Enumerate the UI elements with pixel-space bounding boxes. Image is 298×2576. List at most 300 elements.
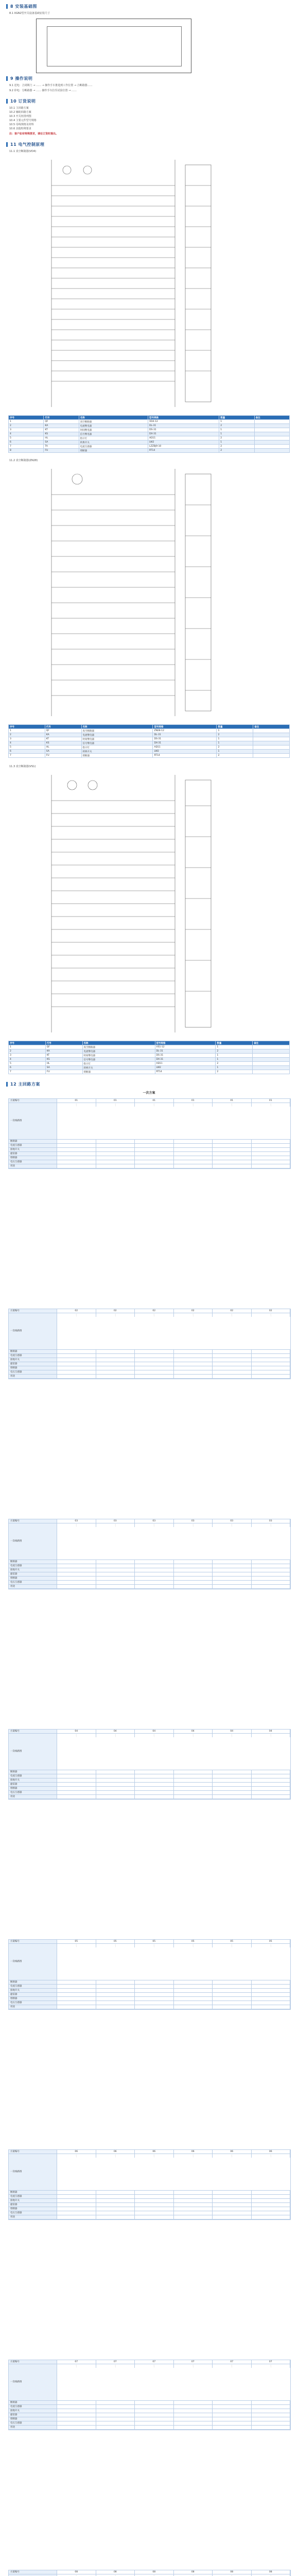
scheme-cell xyxy=(174,1980,213,1984)
col-header: 型号规格 xyxy=(153,725,217,729)
section-10-warning: 注：客户如有特殊要求，请在订货时提出。 xyxy=(9,132,59,135)
scheme-row xyxy=(9,1778,290,1783)
scheme-cell xyxy=(57,1795,96,1799)
scheme-cell xyxy=(252,1787,291,1790)
scheme-row-label: 用途 xyxy=(9,1585,57,1588)
scheme-cell xyxy=(96,2215,135,2219)
section-title: 8 安装基础图 xyxy=(10,4,37,9)
scheme-row-label: 一次线路图 xyxy=(9,1313,57,1349)
scheme-cell xyxy=(252,1560,291,1564)
table-row: 6 SA 转换开关 LW2 1 xyxy=(9,750,290,754)
scheme-cell xyxy=(252,2426,291,2429)
scheme-row xyxy=(9,1519,290,1523)
scheme-cell: 08 xyxy=(57,2570,96,2574)
scheme-cell xyxy=(174,2005,213,2009)
scheme-cell xyxy=(252,2409,291,2413)
scheme-cell xyxy=(57,1560,96,1564)
scheme-cell: 05 xyxy=(174,1940,213,1943)
scheme-row-label: 电流互感器 xyxy=(9,2195,57,2198)
scheme-cell xyxy=(96,1989,135,1992)
scheme-cell xyxy=(135,1160,174,1164)
single-line-diagram xyxy=(252,1734,291,1737)
scheme-cell xyxy=(57,1140,96,1143)
single-line-diagram xyxy=(252,2364,291,2368)
scheme-cell xyxy=(252,1375,291,1378)
scheme-row-label: 电压互感器 xyxy=(9,1160,57,1164)
scheme-cell xyxy=(96,1144,135,1147)
scheme-row xyxy=(9,1309,290,1313)
scheme-row xyxy=(9,2203,290,2207)
scheme-cell xyxy=(252,1997,291,2001)
scheme-cell xyxy=(174,1774,213,1778)
section-title: 9 操作说明 xyxy=(10,76,33,81)
scheme-cell xyxy=(252,1572,291,1576)
single-line-diagram xyxy=(96,1313,135,1317)
scheme-cell xyxy=(252,1164,291,1168)
scheme-row xyxy=(9,1944,290,1980)
scheme-cell xyxy=(252,1989,291,1992)
single-line-diagram xyxy=(174,1103,213,1107)
scheme-row xyxy=(9,2409,290,2413)
scheme-cell: 08 xyxy=(174,2570,213,2574)
scheme-row-label: 方案编号 xyxy=(9,2360,57,2364)
scheme-row xyxy=(9,2570,290,2574)
scheme-cell xyxy=(57,2005,96,2009)
scheme-row-label: 断路器 xyxy=(9,1140,57,1143)
scheme-row xyxy=(9,1568,290,1572)
scheme-cell xyxy=(213,1795,252,1799)
scheme-row xyxy=(9,1164,290,1168)
scheme-cell xyxy=(174,2199,213,2202)
col-header: 数量 xyxy=(216,1041,253,1045)
scheme-cell xyxy=(174,1985,213,1988)
scheme-cell xyxy=(96,1980,135,1984)
scheme-cell xyxy=(252,1140,291,1143)
scheme-cell xyxy=(174,1795,213,1799)
single-line-diagram xyxy=(135,2364,174,2368)
scheme-row xyxy=(9,1787,290,1791)
scheme-cell xyxy=(252,1980,291,1984)
scheme-row xyxy=(9,2001,290,2005)
scheme-cell xyxy=(57,1985,96,1988)
scheme-row-label: 一次线路图 xyxy=(9,1944,57,1980)
scheme-cell xyxy=(96,1997,135,2001)
scheme-cell xyxy=(213,2421,252,2425)
scheme-cell xyxy=(135,1370,174,1374)
scheme-cell: 04 xyxy=(213,1730,252,1733)
scheme-cell xyxy=(57,1156,96,1160)
scheme-cell: 06 xyxy=(252,2150,291,2154)
component-table-1 xyxy=(8,415,290,453)
scheme-cell: 03 xyxy=(57,1519,96,1523)
scheme-cell xyxy=(213,1778,252,1782)
scheme-cell xyxy=(135,1993,174,1996)
scheme-cell xyxy=(174,1581,213,1584)
scheme-row-label: 避雷器 xyxy=(9,1783,57,1786)
scheme-cell xyxy=(57,1350,96,1353)
scheme-row-label: 方案编号 xyxy=(9,2570,57,2574)
scheme-cell xyxy=(57,1160,96,1164)
scheme-cell: 06 xyxy=(57,2150,96,2154)
scheme-cell xyxy=(213,1156,252,1160)
scheme-cell xyxy=(57,1568,96,1572)
single-line-diagram xyxy=(252,2154,291,2158)
scheme-cell: 04 xyxy=(174,1730,213,1733)
fig-1-label: 11.1 真空断路器(VD4) xyxy=(9,150,37,153)
scheme-cell xyxy=(252,2207,291,2211)
scheme-row-label: 电流互感器 xyxy=(9,1985,57,1988)
scheme-row xyxy=(9,1572,290,1577)
single-line-diagram xyxy=(96,1523,135,1527)
single-line-diagram xyxy=(213,1313,252,1317)
scheme-row-label: 断路器 xyxy=(9,1350,57,1353)
scheme-cell xyxy=(135,1980,174,1984)
col-header: 序号 xyxy=(9,416,44,420)
scheme-cell xyxy=(96,2413,135,2417)
scheme-cell xyxy=(252,1577,291,1580)
single-line-diagram xyxy=(57,1103,96,1107)
scheme-row-label: 用途 xyxy=(9,1795,57,1799)
single-line-diagram xyxy=(213,1523,252,1527)
scheme-block xyxy=(8,1309,291,1379)
table-row: 6 SA 转换开关 LW2 1 xyxy=(9,1066,290,1070)
section-10-header xyxy=(6,98,36,104)
scheme-row-label: 一次线路图 xyxy=(9,1523,57,1560)
table-row: 3 KT 时间继电器 DS-31 1 xyxy=(9,737,290,741)
scheme-row-label: 断路器 xyxy=(9,2191,57,2194)
scheme-row xyxy=(9,2150,290,2154)
scheme-cell xyxy=(213,1362,252,1366)
scheme-cell xyxy=(213,1375,252,1378)
scheme-cell xyxy=(57,1148,96,1151)
foundation-inner-outline xyxy=(47,26,182,66)
scheme-cell xyxy=(174,1577,213,1580)
scheme-row-label: 电压互感器 xyxy=(9,2421,57,2425)
scheme-cell xyxy=(135,2199,174,2202)
scheme-cell xyxy=(213,2413,252,2417)
col-header: 代号 xyxy=(45,725,81,729)
scheme-cell xyxy=(213,2409,252,2413)
scheme-cell xyxy=(57,1997,96,2001)
scheme-row xyxy=(9,2364,290,2401)
scheme-row-label: 电流互感器 xyxy=(9,2405,57,2409)
scheme-row xyxy=(9,2360,290,2364)
scheme-row xyxy=(9,1564,290,1568)
scheme-row xyxy=(9,2417,290,2421)
single-line-diagram xyxy=(96,2154,135,2158)
section-10-line-2: 10.2 辅助回路方案 xyxy=(9,111,31,114)
scheme-cell xyxy=(174,1366,213,1370)
scheme-cell xyxy=(135,1577,174,1580)
scheme-cell xyxy=(174,1564,213,1568)
scheme-cell xyxy=(213,1568,252,1572)
scheme-cell xyxy=(57,1783,96,1786)
scheme-row xyxy=(9,1362,290,1366)
scheme-cell: 02 xyxy=(135,1309,174,1313)
scheme-cell: 03 xyxy=(252,1519,291,1523)
scheme-row xyxy=(9,1993,290,1997)
scheme-row-label: 熔断器 xyxy=(9,2417,57,2421)
scheme-cell: 03 xyxy=(135,1519,174,1523)
scheme-cell xyxy=(135,1350,174,1353)
component-table-3 xyxy=(8,1041,290,1074)
scheme-cell xyxy=(213,1366,252,1370)
single-line-diagram xyxy=(57,1523,96,1527)
scheme-cell xyxy=(57,2191,96,2194)
scheme-cell xyxy=(96,2421,135,2425)
scheme-row-label: 方案编号 xyxy=(9,1099,57,1103)
scheme-cell xyxy=(213,2426,252,2429)
scheme-cell: 07 xyxy=(135,2360,174,2364)
scheme-cell xyxy=(252,1783,291,1786)
scheme-cell xyxy=(174,1585,213,1588)
scheme-cell xyxy=(57,1774,96,1778)
scheme-cell xyxy=(135,1778,174,1782)
scheme-cell xyxy=(135,1997,174,2001)
scheme-cell xyxy=(57,1370,96,1374)
scheme-cell xyxy=(213,1985,252,1988)
scheme-cell xyxy=(57,1362,96,1366)
section-10-line-3: 10.3 开关柜排列图 xyxy=(9,115,31,118)
scheme-cell xyxy=(213,1581,252,1584)
scheme-cell xyxy=(213,1370,252,1374)
scheme-cell xyxy=(252,1791,291,1794)
scheme-row xyxy=(9,1366,290,1370)
scheme-cell xyxy=(96,1366,135,1370)
scheme-cell xyxy=(213,1572,252,1576)
section-10-line-6: 10.6 其他特殊要求 xyxy=(9,127,31,130)
scheme-cell xyxy=(96,1577,135,1580)
scheme-cell xyxy=(135,1362,174,1366)
scheme-cell xyxy=(96,1791,135,1794)
scheme-cell xyxy=(96,1774,135,1778)
scheme-cell xyxy=(96,2207,135,2211)
scheme-cell xyxy=(96,1156,135,1160)
table-row: 7 TA 电流互感器 LZZBJ9-10 2 xyxy=(9,445,290,449)
scheme-cell xyxy=(174,1358,213,1362)
scheme-block xyxy=(8,2149,291,2220)
scheme-cell xyxy=(57,1787,96,1790)
scheme-cell: 02 xyxy=(96,1309,135,1313)
scheme-cell xyxy=(213,1989,252,1992)
scheme-row-label: 接地开关 xyxy=(9,1148,57,1151)
scheme-cell xyxy=(57,2203,96,2207)
table-row: 5 HL 指示灯 AD11 2 xyxy=(9,745,290,750)
scheme-cell xyxy=(96,1560,135,1564)
scheme-cell xyxy=(252,1350,291,1353)
scheme-row xyxy=(9,1523,290,1560)
scheme-cell: 07 xyxy=(213,2360,252,2364)
scheme-cell xyxy=(213,1980,252,1984)
scheme-row-label: 避雷器 xyxy=(9,1362,57,1366)
scheme-cell xyxy=(57,2421,96,2425)
scheme-cell xyxy=(213,1791,252,1794)
scheme-row xyxy=(9,1144,290,1148)
scheme-cell xyxy=(213,1787,252,1790)
scheme-cell xyxy=(213,1152,252,1156)
scheme-cell xyxy=(135,1985,174,1988)
scheme-cell xyxy=(213,1560,252,1564)
table-row: 4 KS 信号继电器 DX-31 1 xyxy=(9,432,290,436)
scheme-cell xyxy=(252,2405,291,2409)
scheme-cell xyxy=(96,1370,135,1374)
scheme-cell: 02 xyxy=(252,1309,291,1313)
scheme-cell: 05 xyxy=(135,1940,174,1943)
scheme-row-label: 电流互感器 xyxy=(9,1774,57,1778)
scheme-cell xyxy=(135,2207,174,2211)
scheme-row xyxy=(9,1985,290,1989)
single-line-diagram xyxy=(96,2364,135,2368)
scheme-row xyxy=(9,1560,290,1564)
single-line-diagram xyxy=(135,1734,174,1737)
scheme-row-label: 断路器 xyxy=(9,2401,57,2404)
table-row: 1 QF 真空断路器 VS1-12 1 xyxy=(9,1045,290,1049)
scheme-cell: 01 xyxy=(174,1099,213,1103)
scheme-cell xyxy=(135,1783,174,1786)
single-line-diagram xyxy=(135,1523,174,1527)
scheme-cell xyxy=(96,2199,135,2202)
scheme-cell xyxy=(96,2195,135,2198)
scheme-cell xyxy=(96,1350,135,1353)
scheme-cell xyxy=(135,2001,174,2005)
scheme-cell xyxy=(96,1795,135,1799)
col-header: 型号规格 xyxy=(155,1041,216,1045)
scheme-row xyxy=(9,1980,290,1985)
scheme-cell xyxy=(57,2417,96,2421)
scheme-row-label: 接地开关 xyxy=(9,2409,57,2413)
scheme-cell xyxy=(57,2426,96,2429)
scheme-cell: 05 xyxy=(57,1940,96,1943)
scheme-cell xyxy=(57,1164,96,1168)
scheme-cell xyxy=(252,1144,291,1147)
scheme-cell xyxy=(57,1770,96,1774)
scheme-cell xyxy=(135,1989,174,1992)
single-line-diagram xyxy=(96,1944,135,1947)
scheme-row-label: 避雷器 xyxy=(9,1993,57,1996)
single-line-diagram xyxy=(252,1103,291,1107)
scheme-row xyxy=(9,1375,290,1379)
scheme-cell xyxy=(174,1156,213,1160)
single-line-diagram xyxy=(174,2154,213,2158)
scheme-row xyxy=(9,2207,290,2211)
scheme-row xyxy=(9,1160,290,1164)
scheme-row-label: 电流互感器 xyxy=(9,1144,57,1147)
scheme-cell xyxy=(252,2199,291,2202)
scheme-cell xyxy=(96,1585,135,1588)
scheme-cell xyxy=(96,1140,135,1143)
scheme-cell: 07 xyxy=(96,2360,135,2364)
scheme-row xyxy=(9,2421,290,2426)
scheme-cell xyxy=(174,2409,213,2413)
scheme-row-label: 一次线路图 xyxy=(9,1734,57,1770)
scheme-cell xyxy=(135,1375,174,1378)
scheme-cell xyxy=(135,2005,174,2009)
scheme-cell xyxy=(96,2401,135,2404)
single-line-diagram xyxy=(174,1313,213,1317)
scheme-cell xyxy=(57,1354,96,1358)
scheme-cell xyxy=(174,2195,213,2198)
scheme-cell xyxy=(252,1795,291,1799)
scheme-cell xyxy=(174,2207,213,2211)
scheme-row-label: 避雷器 xyxy=(9,1572,57,1576)
scheme-cell xyxy=(252,1993,291,1996)
scheme-row xyxy=(9,2005,290,2009)
scheme-cell xyxy=(57,2215,96,2219)
scheme-cell xyxy=(252,1564,291,1568)
scheme-cell xyxy=(57,1572,96,1576)
scheme-cell xyxy=(213,2215,252,2219)
scheme-cell xyxy=(252,2001,291,2005)
scheme-cell xyxy=(213,1774,252,1778)
scheme-cell xyxy=(96,1148,135,1151)
scheme-cell xyxy=(57,2195,96,2198)
single-line-diagram xyxy=(213,1944,252,1947)
scheme-cell xyxy=(213,1358,252,1362)
scheme-row-label: 熔断器 xyxy=(9,1156,57,1160)
scheme-cell xyxy=(252,2211,291,2215)
control-circuit-diagram-3 xyxy=(31,770,237,1038)
scheme-cell xyxy=(96,1778,135,1782)
scheme-cell xyxy=(135,1585,174,1588)
single-line-diagram xyxy=(213,1734,252,1737)
scheme-cell xyxy=(57,1581,96,1584)
scheme-cell: 05 xyxy=(252,1940,291,1943)
scheme-subtitle: 一次方案 xyxy=(143,1091,155,1095)
single-line-diagram xyxy=(174,1944,213,1947)
scheme-row-label: 接地开关 xyxy=(9,1358,57,1362)
scheme-cell xyxy=(57,2211,96,2215)
scheme-cell xyxy=(174,1350,213,1353)
col-header: 备注 xyxy=(254,416,289,420)
single-line-diagram xyxy=(174,2364,213,2368)
scheme-row xyxy=(9,1774,290,1778)
scheme-cell xyxy=(213,2211,252,2215)
scheme-row-label: 断路器 xyxy=(9,1770,57,1774)
scheme-cell xyxy=(57,1791,96,1794)
scheme-row-label: 电压互感器 xyxy=(9,2001,57,2005)
scheme-block xyxy=(8,1519,291,1589)
scheme-row-label: 用途 xyxy=(9,1375,57,1378)
scheme-cell xyxy=(252,1156,291,1160)
scheme-row xyxy=(9,1099,290,1103)
table-row: 1 QF 真空断路器 VD4-12 1 xyxy=(9,420,290,424)
scheme-cell xyxy=(213,1144,252,1147)
scheme-cell xyxy=(174,2211,213,2215)
scheme-block xyxy=(8,1098,291,1169)
scheme-cell xyxy=(96,1787,135,1790)
scheme-cell xyxy=(135,2215,174,2219)
scheme-cell xyxy=(213,1140,252,1143)
scheme-row xyxy=(9,1313,290,1350)
single-line-diagram xyxy=(252,1944,291,1947)
scheme-cell xyxy=(213,2001,252,2005)
section-12-header xyxy=(6,1081,40,1087)
scheme-cell xyxy=(57,1989,96,1992)
table-row: 5 HL 指示灯 AD11 2 xyxy=(9,436,290,440)
scheme-cell xyxy=(57,2001,96,2005)
single-line-diagram xyxy=(213,2364,252,2368)
scheme-block xyxy=(8,1939,291,2010)
scheme-cell xyxy=(174,1370,213,1374)
scheme-cell xyxy=(174,1568,213,1572)
scheme-cell: 04 xyxy=(96,1730,135,1733)
scheme-cell xyxy=(135,2211,174,2215)
scheme-cell xyxy=(135,1787,174,1790)
scheme-cell xyxy=(135,2191,174,2194)
scheme-cell xyxy=(174,2401,213,2404)
scheme-cell xyxy=(135,1366,174,1370)
scheme-row-label: 避雷器 xyxy=(9,1152,57,1156)
